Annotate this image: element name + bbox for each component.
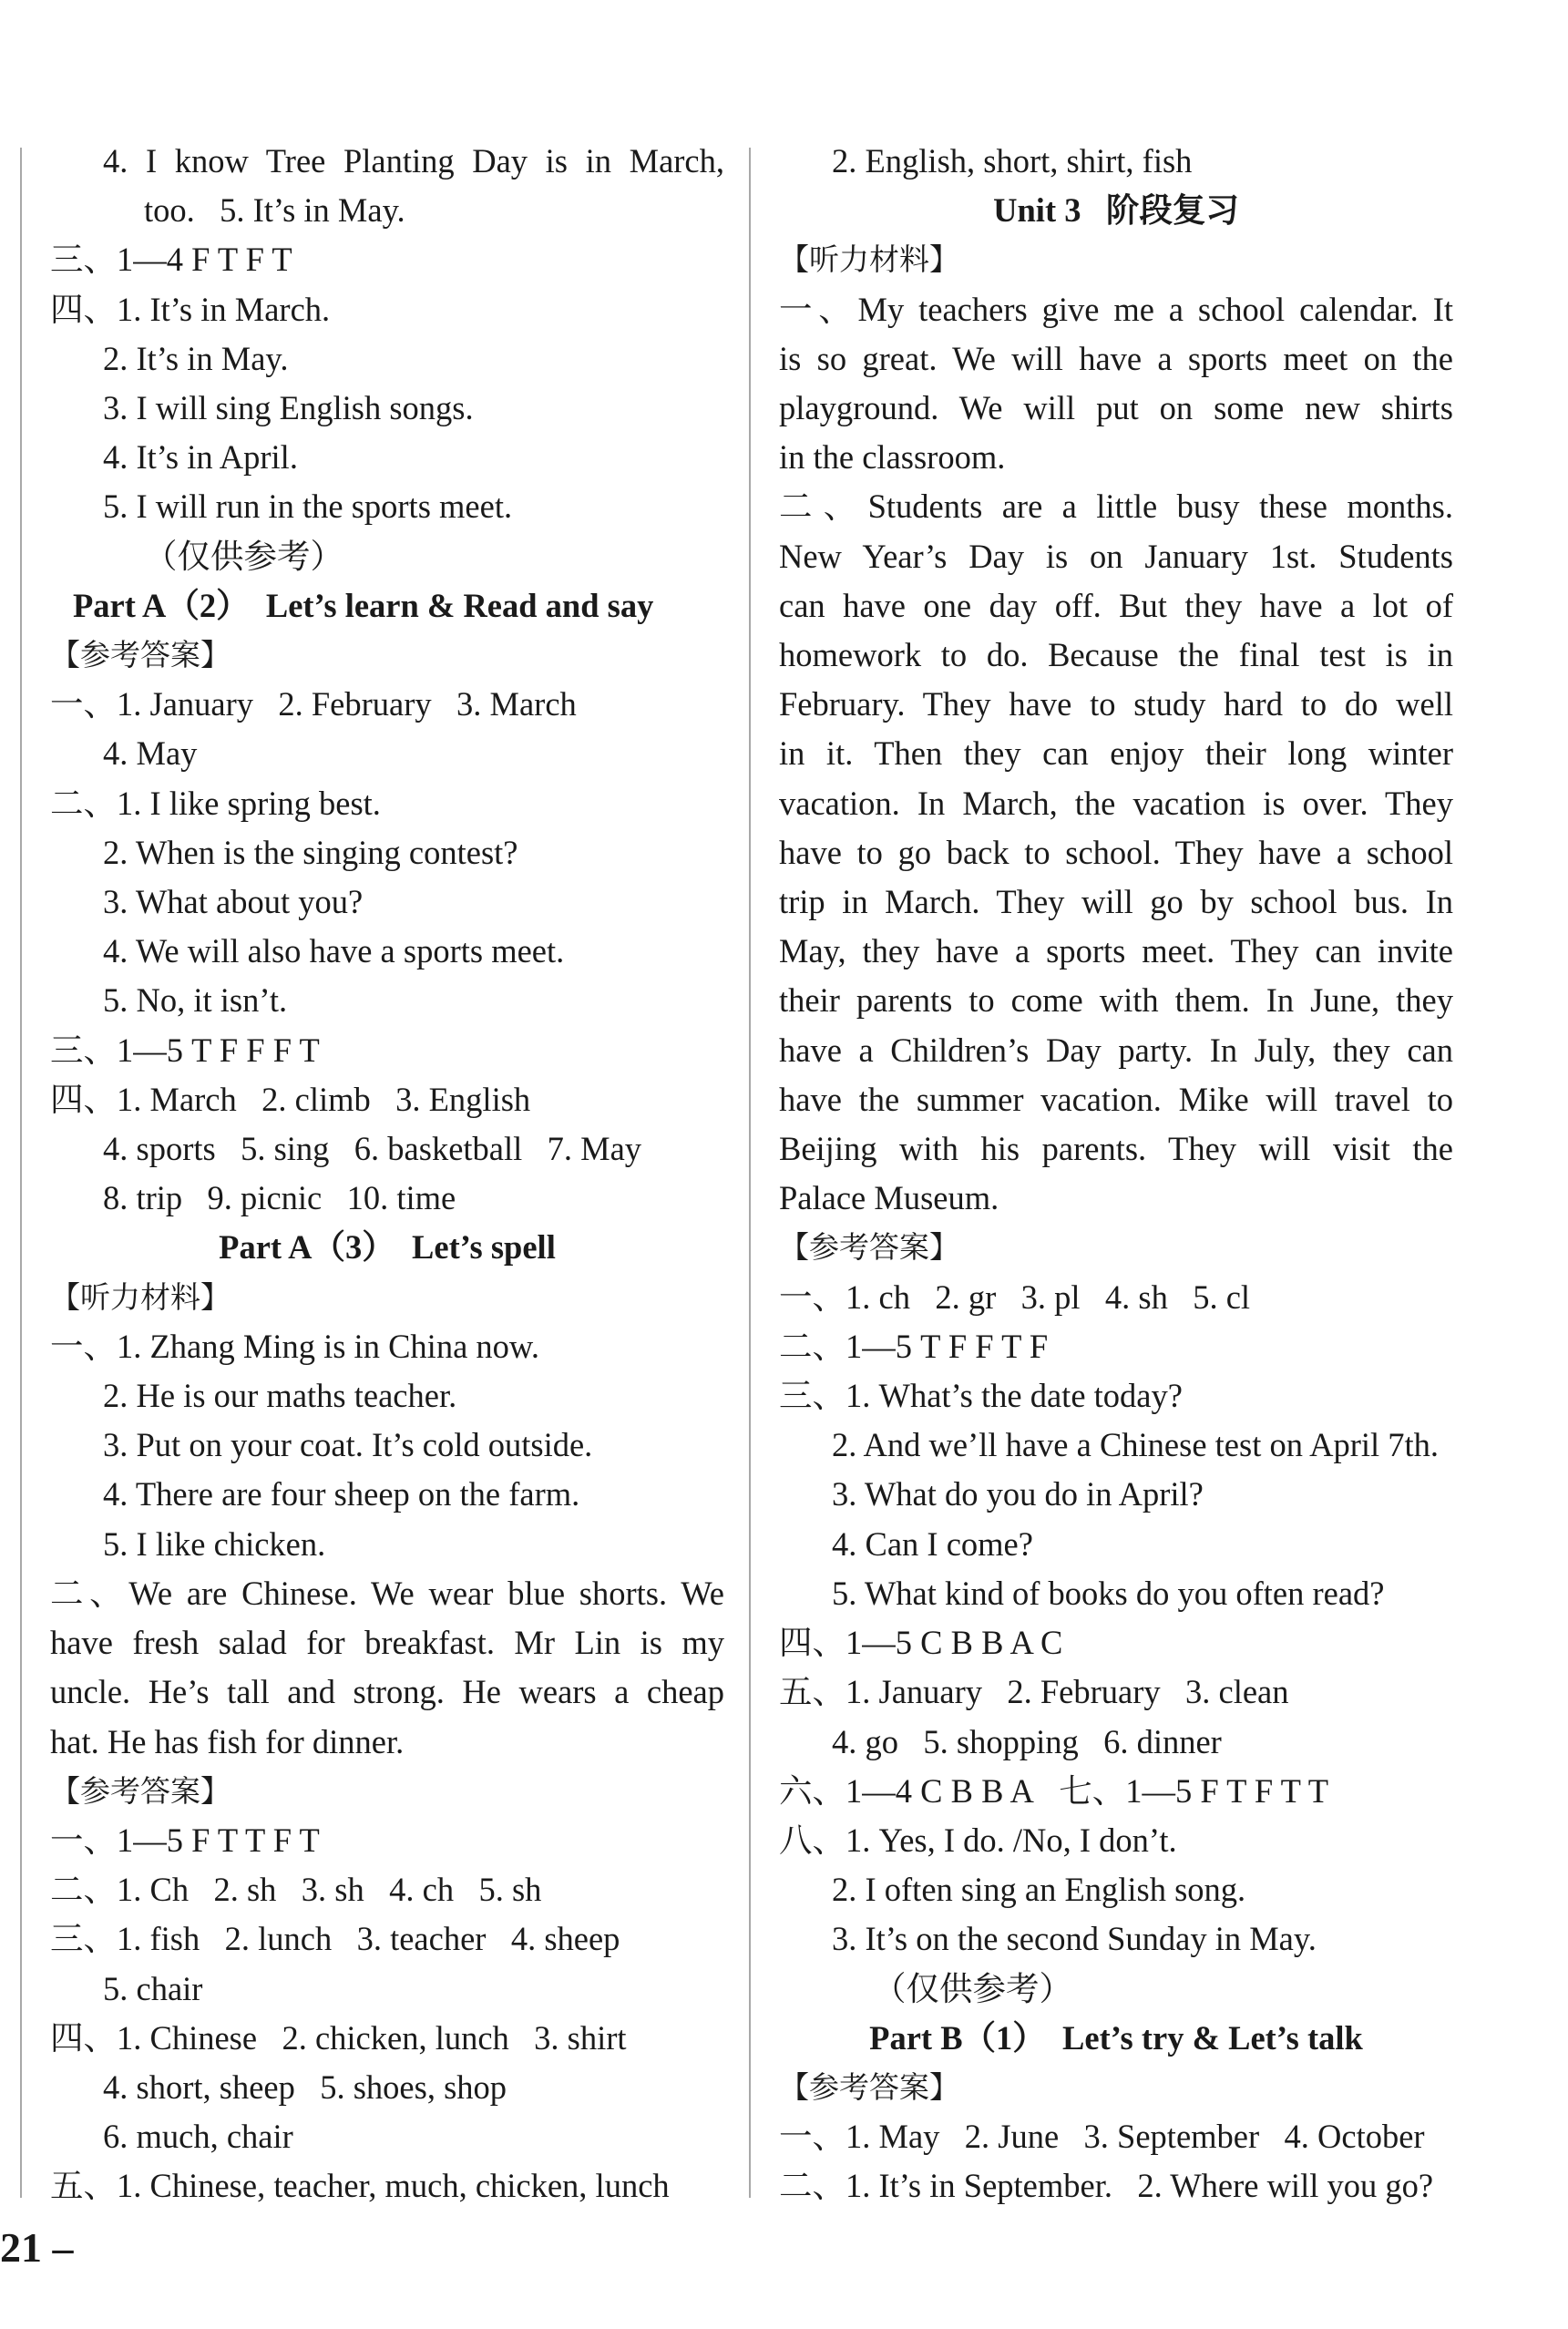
- text-line: can have one day off. But they have a lot of: [779, 586, 1453, 624]
- text-line: Palace Museum.: [779, 1179, 999, 1217]
- text-line: 8. trip 9. picnic 10. time: [103, 1179, 456, 1217]
- text-line: too. 5. It’s in May.: [144, 191, 405, 230]
- text-line: 三、1. What’s the date today?: [779, 1377, 1183, 1415]
- text-line: 4. go 5. shopping 6. dinner: [832, 1722, 1222, 1760]
- text-line: 2. I often sing an English song.: [832, 1871, 1246, 1909]
- text-line: in it. Then they can enjoy their long winter: [779, 734, 1453, 773]
- text-line: 3. What about you?: [103, 883, 364, 921]
- text-line: （仅供参考）: [873, 1969, 1072, 2007]
- text-line: （仅供参考）: [144, 537, 343, 575]
- text-line: their parents to come with them. In June, they: [779, 981, 1453, 1020]
- text-line: 4. May: [103, 734, 198, 773]
- text-line: 5. No, it isn’t.: [103, 981, 288, 1020]
- text-line: 4. We will also have a sports meet.: [103, 932, 565, 970]
- text-line: 六、1—4 C B B A 七、1—5 F T F T T: [779, 1771, 1329, 1810]
- section-label: 【听力材料】: [50, 1278, 231, 1315]
- text-line: uncle. He’s tall and strong. He wears a cheap: [50, 1673, 724, 1711]
- text-line: 5. I will run in the sports meet.: [103, 487, 513, 526]
- text-line: February. They have to study hard to do well: [779, 685, 1453, 723]
- section-label: 【参考答案】: [779, 1229, 959, 1266]
- right-column: [779, 137, 1453, 2211]
- text-line: 一、1. ch 2. gr 3. pl 4. sh 5. cl: [779, 1277, 1251, 1316]
- text-line: playground. We will put on some new shirts: [779, 389, 1453, 427]
- text-line: 四、1—5 C B B A C: [779, 1624, 1063, 1662]
- text-line: 2. He is our maths teacher.: [103, 1377, 457, 1415]
- text-line: 2. And we’ll have a Chinese test on April 7th.: [832, 1426, 1440, 1464]
- text-line: 二、1. I like spring best.: [50, 784, 381, 822]
- text-line: 四、1. It’s in March.: [50, 290, 331, 328]
- text-line: 一、1. May 2. June 3. September 4. October: [779, 2118, 1425, 2156]
- text-line: 4. It’s in April.: [103, 438, 298, 477]
- text-line: 二、1. Ch 2. sh 3. sh 4. ch 5. sh: [50, 1871, 542, 1909]
- section-heading: Part B（1） Let’s try & Let’s talk: [869, 2018, 1363, 2057]
- text-line: 四、1. Chinese 2. chicken, lunch 3. shirt: [50, 2018, 627, 2057]
- text-line: 4. sports 5. sing 6. basketball 7. May: [103, 1130, 642, 1168]
- section-label: 【听力材料】: [779, 241, 959, 278]
- text-line: have to go back to school. They have a school: [779, 833, 1453, 871]
- text-line: 二、1—5 T F F T F: [779, 1327, 1049, 1365]
- section-heading: Unit 3 阶段复习: [993, 191, 1239, 230]
- text-line: 五、1. January 2. February 3. clean: [779, 1673, 1289, 1711]
- text-line: 3. It’s on the second Sunday in May.: [832, 1920, 1317, 1958]
- text-line: 3. What do you do in April?: [832, 1475, 1204, 1513]
- text-line: is so great. We will have a sports meet on the: [779, 339, 1453, 377]
- text-line: homework to do. Because the final test is in: [779, 636, 1453, 674]
- text-line: 一、My teachers give me a school calendar. It: [779, 290, 1453, 328]
- text-line: 5. What kind of books do you often read?: [832, 1574, 1385, 1612]
- text-line: 5. I like chicken.: [103, 1524, 326, 1563]
- left-column: [50, 137, 724, 2211]
- text-line: 二、1. It’s in September. 2. Where will you go?: [779, 2167, 1434, 2205]
- text-line: 一、1. January 2. February 3. March: [50, 685, 577, 723]
- text-line: 四、1. March 2. climb 3. English: [50, 1080, 531, 1118]
- section-heading: Part A（3） Let’s spell: [219, 1228, 556, 1267]
- text-line: 3. Put on your coat. It’s cold outside.: [103, 1426, 593, 1464]
- column-rule-left: [20, 148, 22, 2198]
- text-line: 2. When is the singing contest?: [103, 833, 518, 871]
- text-line: 2. It’s in May.: [103, 339, 289, 377]
- text-line: 五、1. Chinese, teacher, much, chicken, lunch: [50, 2167, 670, 2205]
- text-line: 5. chair: [103, 1969, 203, 2007]
- text-line: 八、1. Yes, I do. /No, I don’t.: [779, 1821, 1177, 1859]
- text-line: 4. short, sheep 5. shoes, shop: [103, 2067, 507, 2106]
- text-line: vacation. In March, the vacation is over. They: [779, 784, 1453, 822]
- text-line: 2. English, short, shirt, fish: [832, 142, 1193, 180]
- text-line: 一、1—5 F T T F T: [50, 1821, 320, 1859]
- text-line: trip in March. They will go by school bus. In: [779, 883, 1453, 921]
- text-line: 一、1. Zhang Ming is in China now.: [50, 1327, 540, 1365]
- text-line: hat. He has fish for dinner.: [50, 1722, 405, 1760]
- text-line: 二、We are Chinese. We wear blue shorts. We: [50, 1574, 724, 1612]
- text-line: 6. much, chair: [103, 2118, 293, 2156]
- text-line: 4. Can I come?: [832, 1524, 1033, 1563]
- text-line: Beijing with his parents. They will visit the: [779, 1130, 1453, 1168]
- text-line: have a Children’s Day party. In July, they can: [779, 1031, 1453, 1069]
- text-line: 4. There are four sheep on the farm.: [103, 1475, 580, 1513]
- text-line: New Year’s Day is on January 1st. Students: [779, 537, 1453, 575]
- text-line: May, they have a sports meet. They can invite: [779, 932, 1453, 970]
- text-line: 4. I know Tree Planting Day is in March,: [103, 142, 724, 180]
- text-line: in the classroom.: [779, 438, 1006, 477]
- section-label: 【参考答案】: [50, 1772, 231, 1809]
- text-line: 三、1—5 T F F F T: [50, 1031, 320, 1069]
- text-line: 三、1. fish 2. lunch 3. teacher 4. sheep: [50, 1920, 620, 1958]
- column-rule-right: [749, 148, 751, 2198]
- text-line: 三、1—4 F T F T: [50, 241, 292, 279]
- text-line: 二、Students are a little busy these months.: [779, 487, 1453, 526]
- section-label: 【参考答案】: [50, 637, 231, 673]
- section-heading: Part A（2） Let’s learn & Read and say: [73, 586, 654, 624]
- page-number: 21 –: [0, 2224, 74, 2271]
- text-line: have the summer vacation. Mike will travel to: [779, 1080, 1453, 1118]
- text-line: have fresh salad for breakfast. Mr Lin is my: [50, 1624, 724, 1662]
- section-label: 【参考答案】: [779, 2068, 959, 2105]
- text-line: 3. I will sing English songs.: [103, 389, 474, 427]
